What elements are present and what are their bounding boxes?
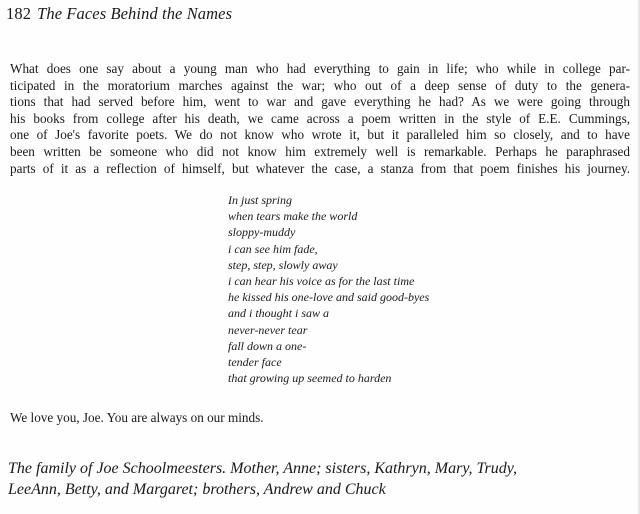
body-paragraph <box>10 61 630 177</box>
poem-line: In just spring <box>228 193 293 207</box>
paragraph-line: ticipated in the moratorium marches against the war; who out of a deep sense of duty to the genera- <box>10 77 630 93</box>
paragraph-line: been written be someone who did not know him extremely well is remarkable. Perhaps he paraphrased <box>10 143 630 159</box>
poem-line: sloppy-muddy <box>228 225 296 240</box>
signature-line: LeeAnn, Betty, and Margaret; brothers, Andrew and Chuck <box>8 481 386 498</box>
poem-line: step, step, slowly away <box>228 257 338 272</box>
paragraph-line: What does one say about a young man who had everything to gain in life; who while in college par- <box>10 61 630 76</box>
poem-line: i can see him fade, <box>228 241 318 256</box>
paragraph-line: his books from college after his death, we came across a poem written in the style of E.E. Cummings, <box>10 110 630 126</box>
poem-line: never-never tear <box>228 322 308 337</box>
poem-stanza <box>228 192 429 386</box>
paragraph-line: tions that had served before him, went to war and gave everything he had? As we were going through <box>10 94 630 110</box>
paragraph-line: one of Joe's favorite poets. We do not know who wrote it, but it paralleled him so closely, and to have <box>10 127 630 143</box>
poem-line: that growing up seemed to harden <box>228 371 392 386</box>
closing-line: We love you, Joe. You are always on our minds. <box>10 410 264 425</box>
paragraph-line: parts of it as a reflection of himself, but whatever the case, a stanza from that poem finishes his journey. <box>10 160 630 176</box>
poem-line: fall down a one- <box>228 338 307 353</box>
running-title: The Faces Behind the Names <box>37 4 233 23</box>
poem-line: tender face <box>228 355 282 370</box>
signature-line: The family of Joe Schoolmeesters. Mother, Anne; sisters, Kathryn, Mary, Trudy, <box>8 460 517 477</box>
family-signature <box>8 458 517 500</box>
poem-line: and i thought i saw a <box>228 306 330 321</box>
poem-line: when tears make the world <box>228 209 358 224</box>
page-number: 182 <box>6 4 32 23</box>
poem-line: he kissed his one-love and said good-byes <box>228 290 430 305</box>
poem-line: i can hear his voice as for the last time <box>228 274 415 289</box>
running-header <box>6 4 232 24</box>
